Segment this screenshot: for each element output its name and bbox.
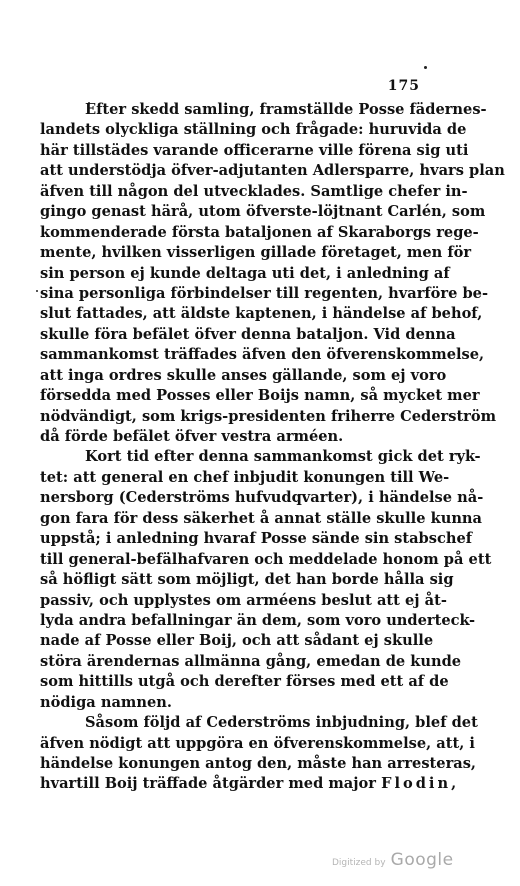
google-logo: Google (390, 850, 454, 870)
text-line: äfven nödigt att uppgöra en öfverenskommelse, att, i (40, 734, 475, 752)
ink-speck (36, 290, 38, 292)
text-line: landets olyckliga ställning och frågade: huruvida de (40, 121, 467, 139)
text-line: äfven till någon del utvecklades. Samtlige chefer in- (40, 182, 468, 200)
text-line-final (40, 774, 460, 794)
text-line: nödvändigt, som krigs-presidenten friherre Cederström (40, 407, 497, 425)
text-line: nödiga namnen. (40, 693, 172, 711)
text-line: nersborg (Cederströms hufvudqvarter), i händelse nå- (40, 489, 484, 507)
text-line: som hittills utgå och derefter förses med ett af de (40, 673, 449, 691)
ink-speck (424, 66, 427, 69)
text-line: att inga ordres skulle anses gällande, som ej voro (40, 366, 447, 384)
text-line: försedda med Posses eller Boijs namn, så mycket mer (40, 387, 480, 405)
text-line: kommenderade första bataljonen af Skaraborgs rege- (40, 223, 479, 241)
text-line: sina personliga förbindelser till regenten, hvarföre be- (40, 284, 489, 302)
digitized-by-google-watermark (332, 850, 462, 872)
text-line: lyda andra befallningar än dem, som voro underteck- (40, 611, 476, 629)
text-line: slut fattades, att äldste kaptenen, i händelse af behof, (40, 305, 483, 323)
watermark-prefix: Digitized by (332, 858, 386, 868)
text-line: här tillstädes varande officerarne ville förena sig uti (40, 141, 469, 159)
text-line: gingo genast härå, utom öfverste-löjtnant Carlén, som (40, 203, 486, 221)
text-line: skulle föra befälet öfver denna bataljon. Vid denna (40, 325, 456, 343)
text-line: till general-befälhafvaren och meddelade honom på ett (40, 550, 492, 568)
text-line-final-start: hvartill Boij träffade åtgärder med major (40, 775, 376, 793)
text-line: händelse konungen antog den, måste han arresteras, (40, 755, 477, 772)
text-line: att understödja öfver-adjutanten Adlersparre, hvars plan (40, 162, 505, 180)
text-line: sammankomst träffades äfven den öfverenskommelse, (40, 346, 485, 364)
text-line: mente, hvilken visserligen gillade företaget, men för (40, 244, 472, 262)
body-text (40, 100, 505, 795)
text-line: då förde befälet öfver vestra arméen. (40, 428, 344, 445)
text-line: störa ärendernas allmänna gång, emedan de kunde (40, 652, 462, 670)
text-line: så höfligt sätt som möjligt, det han borde hålla sig (40, 571, 454, 589)
text-line: Kort tid efter denna sammankomst gick det ryk- (85, 448, 481, 466)
page-number: 175 (387, 78, 420, 94)
text-line: gon fara för dess säkerhet å annat ställe skulle kunna (40, 509, 482, 527)
name-flodin: Flodin, (381, 775, 460, 793)
text-line: tet: att general en chef inbjudit konungen till We- (40, 468, 450, 486)
text-line: passiv, och upplystes om arméens beslut att ej åt- (40, 591, 447, 609)
text-line: uppstå; i anledning hvaraf Posse sände sin stabschef (40, 530, 473, 548)
text-line: sin person ej kunde deltaga uti det, i anledning af (40, 264, 450, 282)
text-line: Efter skedd samling, framställde Posse fädernes- (85, 101, 487, 118)
text-line: Såsom följd af Cederströms inbjudning, blef det (85, 714, 478, 732)
text-line: nade af Posse eller Boij, och att sådant ej skulle (40, 632, 434, 650)
